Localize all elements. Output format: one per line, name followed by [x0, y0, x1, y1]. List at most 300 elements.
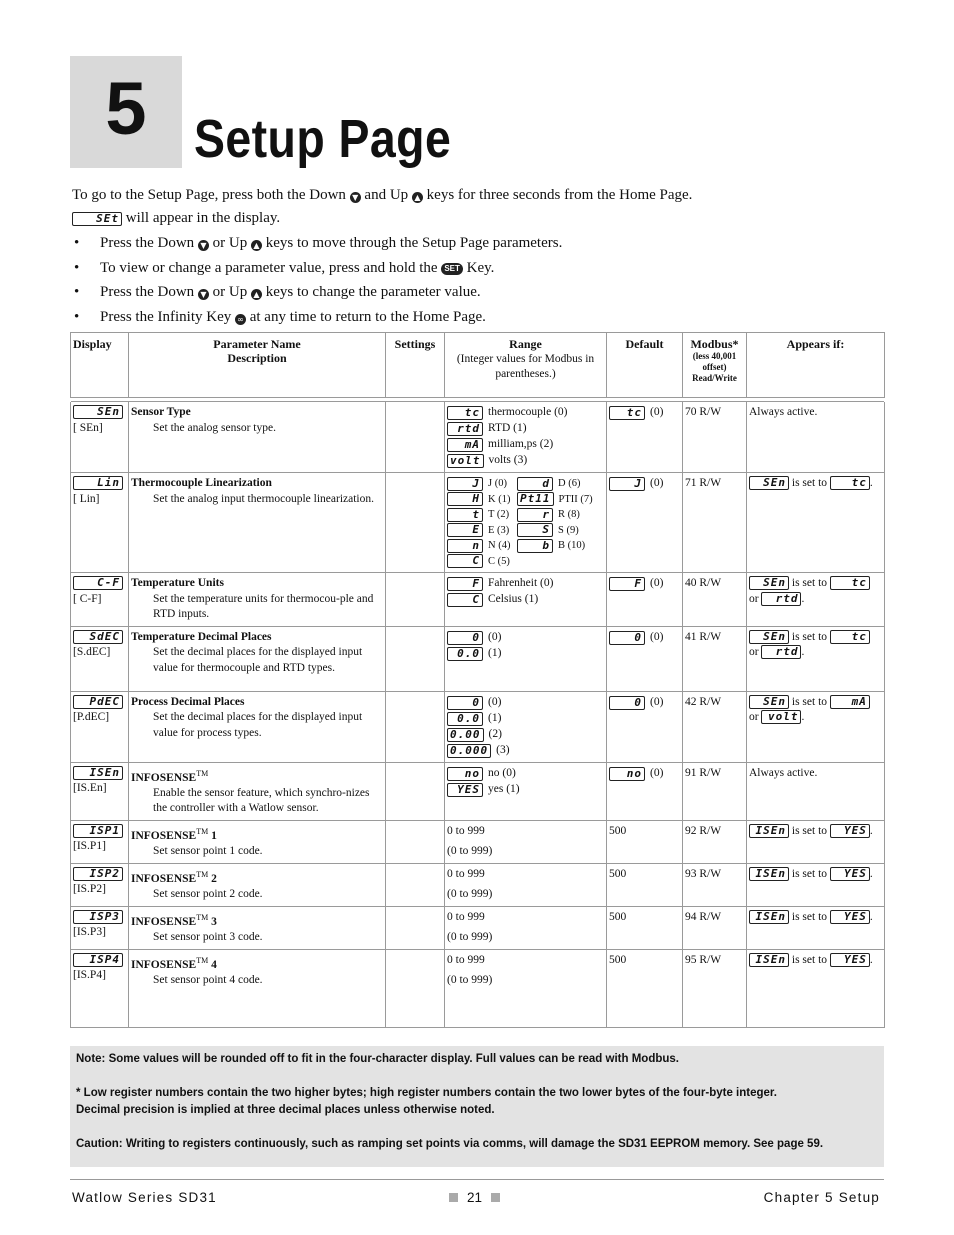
- default-text: (0): [650, 695, 664, 708]
- header-display: Display: [71, 333, 129, 398]
- range-text: 0 to 999: [447, 910, 485, 923]
- range-option: [447, 576, 604, 592]
- lcd-code: ISP4: [73, 953, 123, 967]
- range-text: D (6): [558, 478, 581, 489]
- lcd-code: S: [517, 523, 553, 537]
- display-cell: [71, 626, 129, 691]
- table-row: [71, 949, 885, 1027]
- appears-text: is set to: [791, 630, 828, 643]
- parameter-cell: [129, 573, 386, 627]
- table-row: [71, 906, 885, 949]
- default-text: (0): [650, 630, 664, 643]
- page-title: Setup Page: [194, 109, 452, 169]
- lcd-code: SEn: [749, 695, 789, 709]
- header-range: Range (Integer values for Modbus in parentheses.): [445, 333, 607, 398]
- lcd-code: PdEC: [73, 695, 123, 709]
- lcd-code: ISP2: [73, 867, 123, 881]
- parameter-description: Set sensor point 2 code.: [153, 888, 263, 901]
- parameter-cell: [129, 762, 386, 820]
- range-option: [447, 405, 604, 421]
- parameter-cell: [129, 626, 386, 691]
- table-row: [71, 762, 885, 820]
- lcd-code: 0: [609, 631, 645, 645]
- parameter-description: Set the decimal places for the displayed input value for process types.: [153, 711, 363, 739]
- bullet-text: at any time to return to the Home Page.: [249, 308, 486, 325]
- display-cell: [71, 402, 129, 473]
- modbus-value: 91 R/W: [685, 766, 722, 779]
- range-option: [447, 766, 604, 782]
- lcd-code: J: [447, 477, 483, 491]
- range-cell: [445, 573, 607, 627]
- lcd-code: ISEn: [749, 867, 789, 881]
- appears-text: .: [869, 867, 873, 880]
- range-text: (0 to 999): [447, 974, 493, 987]
- appears-cell: [747, 473, 885, 573]
- range-cell: [445, 473, 607, 573]
- lcd-code: ISEn: [73, 766, 123, 780]
- appears-text: is set to: [791, 477, 828, 489]
- range-cell: [445, 762, 607, 820]
- range-option: [517, 523, 597, 539]
- appears-text: .: [869, 824, 873, 837]
- modbus-value: 42 R/W: [685, 695, 722, 708]
- range-text: thermocouple (0): [488, 406, 568, 419]
- lcd-code: rtd: [447, 422, 483, 436]
- appears-cell: [747, 949, 885, 1027]
- list-item: [72, 305, 892, 330]
- square-icon: [491, 1193, 500, 1202]
- modbus-value: 93 R/W: [685, 867, 722, 880]
- settings-cell: [386, 473, 445, 573]
- lcd-code: no: [447, 767, 483, 781]
- note-caution: Caution: Writing to registers continuously, such as ramping set points via comms, will damage the SD31 EEPROM memory. See page 59.: [76, 1138, 824, 1150]
- appears-text: .: [869, 477, 873, 489]
- range-text: 0 to 999: [447, 824, 485, 837]
- header-settings: Settings: [386, 333, 445, 398]
- appears-text: .: [869, 910, 873, 923]
- lcd-code: C-F: [73, 576, 123, 590]
- parameter-name: INFOSENSE™: [131, 768, 209, 784]
- default-cell: [607, 863, 683, 906]
- bullet-text: or Up: [212, 284, 248, 300]
- appears-text: or: [749, 646, 759, 658]
- default-text: (0): [650, 477, 664, 490]
- page-number: 21: [467, 1190, 483, 1205]
- set-key-icon: SET: [441, 263, 463, 275]
- lcd-code: SEn: [73, 405, 123, 419]
- range-option: [447, 782, 604, 798]
- range-text: T (2): [488, 509, 510, 520]
- lcd-code: r: [517, 508, 553, 522]
- note-rounding: Note: Some values will be rounded off to fit in the four-character display. Full values can be read with Modbus.: [76, 1053, 679, 1065]
- range-text: milliam,ps (2): [488, 438, 554, 451]
- lcd-code: YES: [830, 867, 870, 881]
- appears-text: .: [801, 646, 805, 658]
- lcd-code: tc: [830, 630, 870, 644]
- parameter-name: INFOSENSE™ 3: [131, 912, 217, 928]
- range-text: K (1): [488, 493, 511, 505]
- range-text: J (0): [488, 478, 507, 489]
- default-cell: [607, 906, 683, 949]
- parameter-cell: [129, 473, 386, 573]
- default-cell: [607, 573, 683, 627]
- modbus-cell: [683, 863, 747, 906]
- lcd-code: H: [447, 492, 483, 506]
- default-value: 500: [609, 953, 627, 966]
- lcd-code: volt: [447, 454, 484, 468]
- intro-text: keys for three seconds from the Home Page.: [426, 187, 693, 203]
- display-cell: [71, 473, 129, 573]
- parameter-description: Set sensor point 1 code.: [153, 845, 263, 858]
- range-text: (0 to 999): [447, 888, 493, 901]
- display-label: [ Lin]: [73, 492, 100, 505]
- table-row: [71, 402, 885, 473]
- bullet-text: or Up: [212, 235, 248, 251]
- range-option: [447, 492, 517, 508]
- lcd-code: YES: [830, 824, 870, 838]
- lcd-code: YES: [830, 910, 870, 924]
- table-row: [71, 863, 885, 906]
- display-cell: [71, 762, 129, 820]
- modbus-value: 94 R/W: [685, 910, 722, 923]
- lcd-code: C: [447, 554, 483, 568]
- display-label: [IS.P1]: [73, 840, 106, 853]
- lcd-code: J: [609, 477, 645, 491]
- lcd-code: volt: [761, 710, 801, 724]
- notes-box: [70, 1046, 884, 1167]
- display-label: [IS.P2]: [73, 883, 106, 896]
- header-modbus: Modbus* (less 40,001 offset) Read/Write: [683, 333, 747, 398]
- lcd-code: mA: [830, 695, 870, 709]
- parameter-name: Temperature Decimal Places: [131, 630, 272, 643]
- settings-cell: [386, 691, 445, 762]
- lcd-code: 0: [609, 696, 645, 710]
- settings-cell: [386, 762, 445, 820]
- header-default: Default: [607, 333, 683, 398]
- default-value: 500: [609, 824, 627, 837]
- range-text: N (4): [488, 540, 511, 551]
- appears-text: is set to: [791, 695, 828, 708]
- footer-divider: [70, 1179, 884, 1180]
- lcd-code: rtd: [761, 645, 801, 659]
- note-asterisk: * Low register numbers contain the two higher bytes; high register numbers contain the two lower bytes of the four-byte integer. Decimal precision is implied at three decimal places unless otherwise noted.: [76, 1087, 777, 1116]
- settings-cell: [386, 820, 445, 863]
- range-text: 0 to 999: [447, 953, 485, 966]
- lcd-code: SdEC: [73, 630, 123, 644]
- lcd-code: ISP3: [73, 910, 123, 924]
- modbus-cell: [683, 626, 747, 691]
- parameter-name: INFOSENSE™ 1: [131, 826, 217, 842]
- lcd-code: ISEn: [749, 953, 789, 967]
- bullet-text: Press the Down: [100, 235, 195, 251]
- parameter-cell: [129, 820, 386, 863]
- display-label: [P.dEC]: [73, 711, 110, 723]
- range-text: 0 to 999: [447, 867, 485, 880]
- range-text: volts (3): [488, 454, 528, 467]
- appears-cell: [747, 402, 885, 473]
- up-key-icon: ▲: [251, 289, 262, 300]
- lcd-code: SEn: [749, 630, 789, 644]
- display-label: [S.dEC]: [73, 646, 111, 658]
- lcd-code: t: [447, 508, 483, 522]
- header-appears: Appears if:: [747, 333, 885, 398]
- modbus-value: 95 R/W: [685, 953, 722, 966]
- settings-cell: [386, 949, 445, 1027]
- range-option: [447, 743, 604, 759]
- appears-text: .: [801, 592, 805, 605]
- bullet-text: keys to change the parameter value.: [265, 284, 481, 300]
- modbus-value: 40 R/W: [685, 577, 722, 589]
- lcd-code: d: [517, 477, 553, 491]
- lcd-code: 0: [447, 696, 483, 710]
- modbus-cell: [683, 949, 747, 1027]
- lcd-code: b: [517, 539, 553, 553]
- down-key-icon: ▼: [198, 240, 209, 251]
- parameter-cell: [129, 691, 386, 762]
- range-text: (0): [488, 695, 502, 708]
- parameter-description: Set the temperature units for thermocou-ple and RTD inputs.: [153, 592, 374, 620]
- range-text: yes (1): [488, 782, 520, 795]
- down-key-icon: ▼: [350, 192, 361, 203]
- range-text: Celsius (1): [488, 593, 539, 606]
- range-option: [447, 695, 604, 711]
- range-text: PTII (7): [558, 493, 593, 505]
- settings-cell: [386, 863, 445, 906]
- lcd-code: 0: [447, 631, 483, 645]
- parameter-description: Set sensor point 3 code.: [153, 931, 263, 944]
- lcd-code: Pt11: [517, 492, 554, 506]
- range-text: C (5): [488, 555, 510, 567]
- intro-line-1: [72, 184, 892, 207]
- chapter-number: 5: [105, 66, 147, 150]
- range-cell: [445, 820, 607, 863]
- default-cell: [607, 473, 683, 573]
- appears-cell: [747, 906, 885, 949]
- appears-text: or: [749, 711, 759, 723]
- up-key-icon: ▲: [412, 192, 423, 203]
- table-row: [71, 573, 885, 627]
- table-header-row: [71, 333, 885, 398]
- display-cell: [71, 906, 129, 949]
- lcd-code: no: [609, 767, 645, 781]
- modbus-cell: [683, 820, 747, 863]
- lcd-code: YES: [830, 953, 870, 967]
- range-cell: [445, 691, 607, 762]
- parameter-description: Enable the sensor feature, which synchro-nizes the controller with a Watlow sensor.: [153, 786, 370, 815]
- lcd-code: F: [609, 577, 645, 591]
- modbus-cell: [683, 762, 747, 820]
- parameter-cell: [129, 949, 386, 1027]
- range-cell: [445, 626, 607, 691]
- set-display-code: SEt: [72, 212, 122, 226]
- range-text: S (9): [558, 524, 579, 536]
- default-text: (0): [650, 406, 664, 419]
- lcd-code: E: [447, 523, 483, 537]
- lcd-code: 0.0: [447, 647, 483, 661]
- range-option: [517, 492, 597, 508]
- appears-cell: [747, 573, 885, 627]
- intro-text: and Up: [364, 187, 409, 203]
- lcd-code: C: [447, 593, 483, 607]
- lcd-code: mA: [447, 438, 483, 452]
- display-label: [ SEn]: [73, 421, 103, 434]
- range-text: RTD (1): [488, 422, 527, 435]
- lcd-code: SEn: [749, 476, 789, 490]
- parameter-description: Set the analog input thermocouple linearization.: [153, 492, 374, 505]
- range-text: (1): [488, 646, 502, 659]
- infinity-key-icon: ∞: [235, 314, 246, 325]
- lcd-code: ISEn: [749, 824, 789, 838]
- footer-chapter: Chapter 5 Setup: [763, 1190, 880, 1205]
- display-label: [ C-F]: [73, 592, 102, 605]
- display-cell: [71, 820, 129, 863]
- appears-text: or: [749, 592, 759, 605]
- default-value: 500: [609, 910, 627, 923]
- range-cell: [445, 863, 607, 906]
- modbus-cell: [683, 691, 747, 762]
- parameter-description: Set the analog sensor type.: [153, 421, 276, 434]
- intro-section: [72, 184, 892, 329]
- appears-text: Always active.: [749, 406, 818, 418]
- range-text: (0 to 999): [447, 931, 493, 944]
- display-label: [IS.P3]: [73, 926, 106, 939]
- table-row: [71, 691, 885, 762]
- parameter-name: INFOSENSE™ 2: [131, 869, 217, 885]
- parameter-name: INFOSENSE™ 4: [131, 955, 217, 971]
- range-option: [447, 507, 517, 523]
- range-text: (0 to 999): [447, 845, 493, 858]
- appears-cell: [747, 820, 885, 863]
- display-label: [IS.P4]: [73, 969, 106, 982]
- modbus-cell: [683, 906, 747, 949]
- range-text: E (3): [488, 524, 510, 536]
- appears-text: is set to: [791, 577, 828, 589]
- range-option: [447, 538, 517, 554]
- lcd-code: SEn: [749, 576, 789, 590]
- range-option: [447, 421, 604, 437]
- default-cell: [607, 820, 683, 863]
- bullet-text: Press the Infinity Key: [100, 308, 232, 325]
- default-text: (0): [650, 766, 664, 779]
- range-text: R (8): [558, 509, 580, 520]
- range-option: [447, 711, 604, 727]
- list-item: [72, 280, 892, 305]
- range-option: [447, 437, 604, 453]
- range-option: [517, 538, 597, 554]
- modbus-value: 71 R/W: [685, 477, 722, 489]
- default-cell: [607, 691, 683, 762]
- header-name: Parameter Name Description: [129, 333, 386, 398]
- modbus-cell: [683, 573, 747, 627]
- lcd-code: 0.0: [447, 712, 483, 726]
- bullet-text: Key.: [466, 259, 495, 276]
- display-cell: [71, 863, 129, 906]
- appears-text: is set to: [791, 910, 828, 923]
- settings-cell: [386, 402, 445, 473]
- default-text: (0): [650, 577, 664, 590]
- parameter-name: Temperature Units: [131, 577, 224, 589]
- list-item: [72, 231, 892, 256]
- table-row: [71, 473, 885, 573]
- modbus-value: 92 R/W: [685, 824, 722, 837]
- intro-line-2: [72, 207, 892, 230]
- range-text: (2): [488, 727, 502, 740]
- appears-cell: [747, 762, 885, 820]
- range-text: Fahrenheit (0): [488, 577, 554, 590]
- list-item: [72, 256, 892, 281]
- instruction-list: [72, 231, 892, 329]
- square-icon: [449, 1193, 458, 1202]
- display-label: [IS.En]: [73, 782, 107, 794]
- appears-cell: [747, 863, 885, 906]
- appears-text: .: [801, 711, 805, 723]
- appears-cell: [747, 626, 885, 691]
- appears-text: is set to: [791, 953, 828, 966]
- lcd-code: tc: [830, 576, 870, 590]
- chapter-number-box: [70, 56, 182, 168]
- lcd-code: rtd: [761, 592, 801, 606]
- parameter-cell: [129, 906, 386, 949]
- appears-text: Always active.: [749, 766, 818, 779]
- modbus-cell: [683, 402, 747, 473]
- default-cell: [607, 762, 683, 820]
- appears-text: .: [869, 953, 873, 966]
- lcd-code: ISEn: [749, 910, 789, 924]
- range-option: [447, 727, 604, 743]
- parameter-description: Set the decimal places for the displayed input value for thermocouple and RTD types.: [153, 646, 363, 674]
- lcd-code: F: [447, 577, 483, 591]
- modbus-value: 41 R/W: [685, 630, 722, 643]
- bullet-text: Press the Down: [100, 284, 195, 300]
- parameter-name: Thermocouple Linearization: [131, 477, 272, 489]
- display-cell: [71, 949, 129, 1027]
- parameter-name: Sensor Type: [131, 406, 191, 418]
- range-option: [447, 646, 604, 662]
- up-key-icon: ▲: [251, 240, 262, 251]
- appears-text: is set to: [791, 824, 828, 837]
- parameter-cell: [129, 863, 386, 906]
- range-option: [517, 507, 597, 523]
- display-cell: [71, 691, 129, 762]
- parameter-cell: [129, 402, 386, 473]
- range-text: (3): [496, 743, 510, 756]
- lcd-code: n: [447, 539, 483, 553]
- range-option: [517, 476, 597, 492]
- modbus-cell: [683, 473, 747, 573]
- range-cell: [445, 906, 607, 949]
- display-cell: [71, 573, 129, 627]
- down-key-icon: ▼: [198, 289, 209, 300]
- default-cell: [607, 402, 683, 473]
- bullet-text: To view or change a parameter value, press and hold the: [100, 259, 438, 276]
- table-row: [71, 820, 885, 863]
- lcd-code: Lin: [73, 476, 123, 490]
- lcd-code: 0.000: [447, 744, 491, 758]
- footer-product: Watlow Series SD31: [72, 1190, 217, 1205]
- lcd-code: ISP1: [73, 824, 123, 838]
- appears-text: is set to: [791, 867, 828, 880]
- lcd-code: tc: [830, 476, 870, 490]
- range-text: no (0): [488, 766, 516, 779]
- table-row: [71, 626, 885, 691]
- range-text: (0): [488, 630, 502, 643]
- range-option: [447, 592, 604, 608]
- intro-text: will appear in the display.: [125, 210, 281, 226]
- settings-cell: [386, 626, 445, 691]
- range-option: [447, 554, 517, 570]
- parameter-description: Set sensor point 4 code.: [153, 974, 263, 987]
- range-text: B (10): [558, 540, 586, 551]
